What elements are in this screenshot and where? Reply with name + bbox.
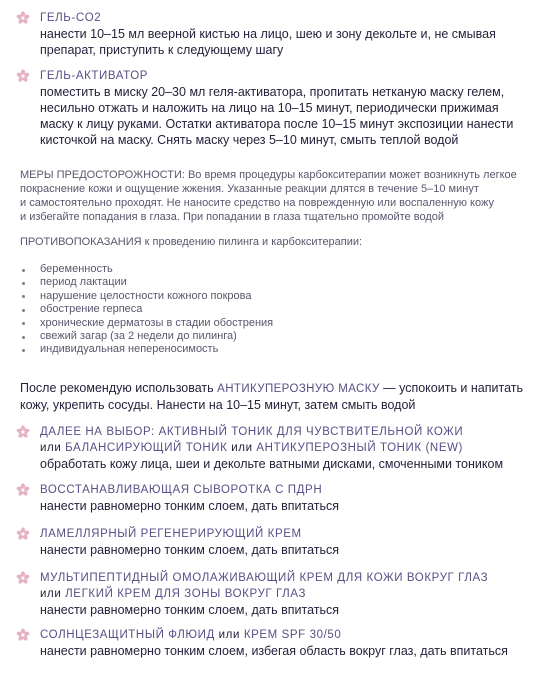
caution-text: Во время процедуры карбокситерапии может возникнуть легкое <box>184 169 517 181</box>
step-text: несильно отжать и наложить на лицо на 10–15 минут, периодически прижимая <box>40 101 499 115</box>
step-spf <box>16 627 546 659</box>
contraindications-title <box>20 236 362 248</box>
flower-icon <box>16 69 30 83</box>
list-item: нарушение целостности кожного покрова <box>20 290 273 303</box>
step-text: нанести равномерно тонким слоем, избегая область вокруг глаз, дать впитаться <box>40 644 508 658</box>
product-name: АНТИКУПЕРОЗНЫЙ ТОНИК (NEW) <box>256 442 463 454</box>
step-title: ГЕЛЬ-АКТИВАТОР <box>40 70 149 82</box>
step-text: обработать кожу лица, шеи и декольте ватными дисками, смоченными тоником <box>40 457 504 471</box>
after-text: — успокоить и напитать <box>379 381 523 395</box>
step-title: ГЕЛЬ-CO2 <box>40 12 102 24</box>
flower-icon <box>16 628 30 642</box>
flower-icon <box>16 571 30 585</box>
after-text: После рекомендую использовать <box>20 381 218 395</box>
step-gel-activator <box>16 68 546 148</box>
flower-icon <box>16 527 30 541</box>
conjunction: или <box>40 442 66 454</box>
product-name: СОЛНЦЕЗАЩИТНЫЙ ФЛЮИД <box>40 629 215 641</box>
flower-icon <box>16 483 30 497</box>
step-text: нанести равномерно тонким слоем, дать впитаться <box>40 603 340 617</box>
flower-icon <box>16 425 30 439</box>
list-item: обострение герпеса <box>20 303 273 316</box>
flower-icon <box>16 11 30 25</box>
product-name: КРЕМ SPF 30/50 <box>243 629 342 641</box>
caution-text: и самостоятельно проходят. Не наносите средство на поврежденную или воспаленную кожу <box>20 197 494 209</box>
product-name: ЛЕГКИЙ КРЕМ ДЛЯ ЗОНЫ ВОКРУГ ГЛАЗ <box>65 588 307 600</box>
step-text: маску к лицу руками. Остатки активатора после 10–15 минут экспозиции нанести <box>40 117 514 131</box>
list-item: беременность <box>20 263 273 276</box>
step-text: препарат, приступить к следующему шагу <box>40 43 284 57</box>
step-toner-choice <box>16 424 546 472</box>
step-eye-cream <box>16 570 546 618</box>
step-lamellar-cream <box>16 526 546 558</box>
product-name: БАЛАНСИРУЮЩИЙ ТОНИК <box>65 442 228 454</box>
step-text: нанести равномерно тонким слоем, дать впитаться <box>40 543 340 557</box>
step-title: ЛАМЕЛЛЯРНЫЙ РЕГЕНЕРИРУЮЩИЙ КРЕМ <box>40 528 302 540</box>
caution-text: и избегайте попадания в глаза. При попадании в глаза тщательно промойте водой <box>20 211 444 223</box>
step-title: МУЛЬТИПЕПТИДНЫЙ ОМОЛАЖИВАЮЩИЙ КРЕМ ДЛЯ КОЖИ ВОКРУГ ГЛАЗ <box>40 572 489 584</box>
conjunction: или <box>40 588 66 600</box>
step-gel-co2 <box>16 10 546 58</box>
list-item: свежий загар (за 2 недели до пилинга) <box>20 330 273 343</box>
caution-text: покраснение кожи и ощущение жжения. Указанные реакции длятся в течение 5–10 минут <box>20 183 479 195</box>
step-lead: ДАЛЕЕ НА ВЫБОР: <box>40 426 159 438</box>
conjunction: или <box>214 629 244 641</box>
step-text: поместить в миску 20–30 мл геля-активатора, пропитать нетканую маску гелем, <box>40 85 505 99</box>
list-item: период лактации <box>20 276 273 289</box>
product-name: АНТИКУПЕРОЗНУЮ МАСКУ <box>217 383 380 395</box>
caution-block <box>20 168 548 224</box>
contraindications-list <box>20 263 273 357</box>
caution-label: МЕРЫ ПРЕДОСТОРОЖНОСТИ: <box>20 169 185 181</box>
step-serum <box>16 482 546 514</box>
step-title: ВОССТАНАВЛИВАЮЩАЯ СЫВОРОТКА С ПДРН <box>40 484 323 496</box>
list-item: индивидуальная непереносимость <box>20 343 273 356</box>
list-item: хронические дерматозы в стадии обострения <box>20 317 273 330</box>
conjunction: или <box>227 442 257 454</box>
after-recommendation <box>20 380 548 413</box>
contraindications-label: ПРОТИВОПОКАЗАНИЯ <box>20 236 142 248</box>
after-text: кожу, укрепить сосуды. Нанести на 10–15 минут, затем смыть водой <box>20 398 416 412</box>
step-text: нанести равномерно тонким слоем, дать впитаться <box>40 499 340 513</box>
contraindications-title-rest: к проведению пилинга и карбокситерапии: <box>141 236 363 248</box>
step-text: кисточкой на маску. Снять маску через 5–10 минут, смыть теплой водой <box>40 133 459 147</box>
product-name: АКТИВНЫЙ ТОНИК ДЛЯ ЧУВСТВИТЕЛЬНОЙ КОЖИ <box>158 426 464 438</box>
step-text: нанести 10–15 мл веерной кистью на лицо, шею и зону декольте и, не смывая <box>40 27 496 41</box>
